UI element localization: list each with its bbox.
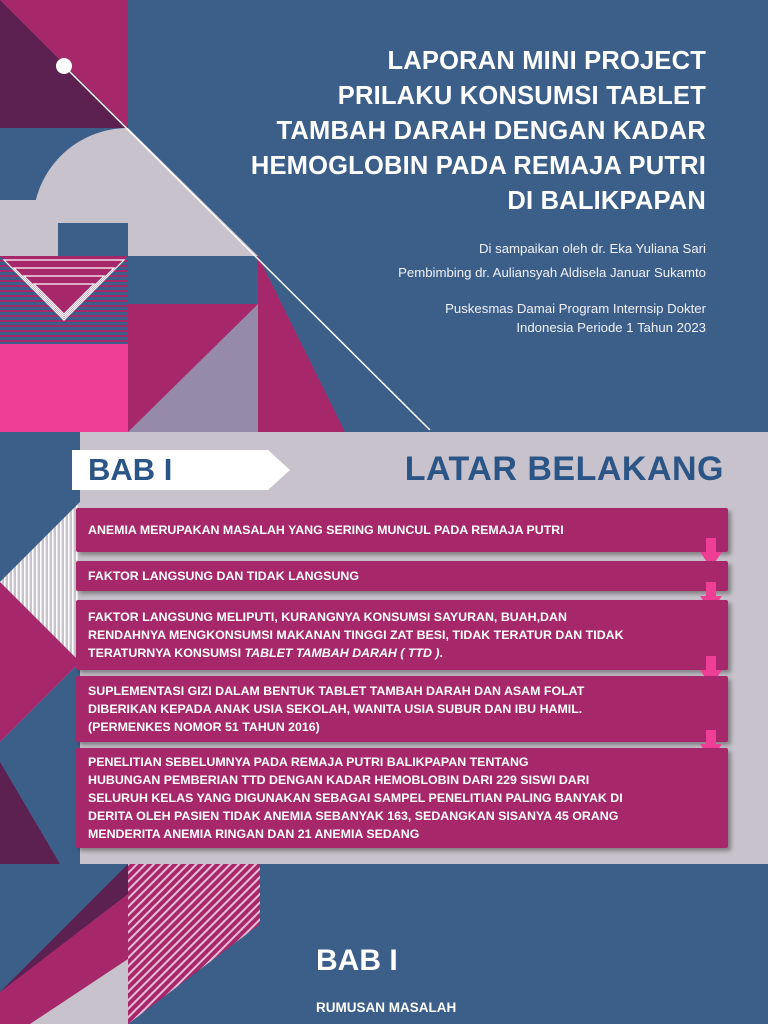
report-title bbox=[251, 44, 706, 219]
box-text: FAKTOR LANGSUNG MELIPUTI, KURANGNYA KONSUMSI SAYURAN, BUAH,DAN RENDAHNYA MENGKONSUMSI MAKANAN TINGGI ZAT BESI, TIDAK TERATUR DAN TIDAK TERATURNYA KONSUMSI bbox=[88, 610, 624, 660]
section-subheading: RUMUSAN MASALAH bbox=[316, 1000, 457, 1015]
problem-slide bbox=[0, 864, 768, 1024]
chapter-tag bbox=[72, 450, 290, 490]
institution-line-1: Puskesmas Damai Program Internsip Dokter bbox=[445, 301, 706, 316]
title-line: PRILAKU KONSUMSI TABLET bbox=[337, 82, 706, 110]
box-text-italic: TABLET TAMBAH DARAH ( TTD ) bbox=[244, 646, 440, 660]
title-line: LAPORAN MINI PROJECT bbox=[387, 47, 706, 75]
chapter-label: BAB I bbox=[316, 944, 398, 977]
box-text: ANEMIA MERUPAKAN MASALAH YANG SERING MUNCUL PADA REMAJA PUTRI bbox=[88, 523, 564, 537]
section-heading: LATAR BELAKANG bbox=[404, 450, 724, 488]
box-text: FAKTOR LANGSUNG DAN TIDAK LANGSUNG bbox=[88, 569, 359, 583]
box-text: SUPLEMENTASI GIZI DALAM BENTUK TABLET TAMBAH DARAH DAN ASAM FOLAT DIBERIKAN KEPADA ANAK USIA SEKOLAH, WANITA USIA SUBUR DAN IBU HAMIL. (PERMENKES NOMOR 51 TAHUN 2016) bbox=[88, 684, 585, 734]
title-line: TAMBAH DARAH DENGAN KADAR bbox=[276, 117, 706, 145]
box-text-end: . bbox=[439, 646, 443, 660]
chapter-label: BAB I bbox=[88, 452, 173, 487]
supervisor-line: Pembimbing dr. Auliansyah Aldisela Januar Sukamto bbox=[398, 265, 706, 280]
content-box bbox=[76, 676, 728, 742]
content-box bbox=[76, 508, 728, 552]
presenter-line: Di sampaikan oleh dr. Eka Yuliana Sari bbox=[478, 241, 706, 256]
box-text: PENELITIAN SEBELUMNYA PADA REMAJA PUTRI BALIKPAPAN TENTANG HUBUNGAN PEMBERIAN TTD DENGAN KADAR HEMOBLOBIN DARI 229 SISWI DARI SELURUH KELAS YANG DIGUNAKAN SEBAGAI SAMPEL PENELITIAN PALING BANYAK DI DERITA OLEH PASIEN TIDAK ANEMIA SEBANYAK 163, SEDANGKAN SISANYA 45 ORANG MENDERITA ANEMIA RINGAN DAN 21 ANEMIA SEDANG bbox=[88, 755, 623, 841]
background-slide bbox=[0, 432, 768, 864]
geometric-art-left bbox=[0, 864, 260, 1024]
content-box bbox=[76, 600, 728, 670]
geometric-art-left bbox=[0, 432, 80, 864]
content-box bbox=[76, 561, 728, 591]
title-slide bbox=[0, 0, 768, 432]
title-line: DI BALIKPAPAN bbox=[507, 187, 706, 215]
institution-line-2: Indonesia Periode 1 Tahun 2023 bbox=[516, 320, 706, 335]
content-box bbox=[76, 748, 728, 848]
title-line: HEMOGLOBIN PADA REMAJA PUTRI bbox=[250, 152, 706, 180]
